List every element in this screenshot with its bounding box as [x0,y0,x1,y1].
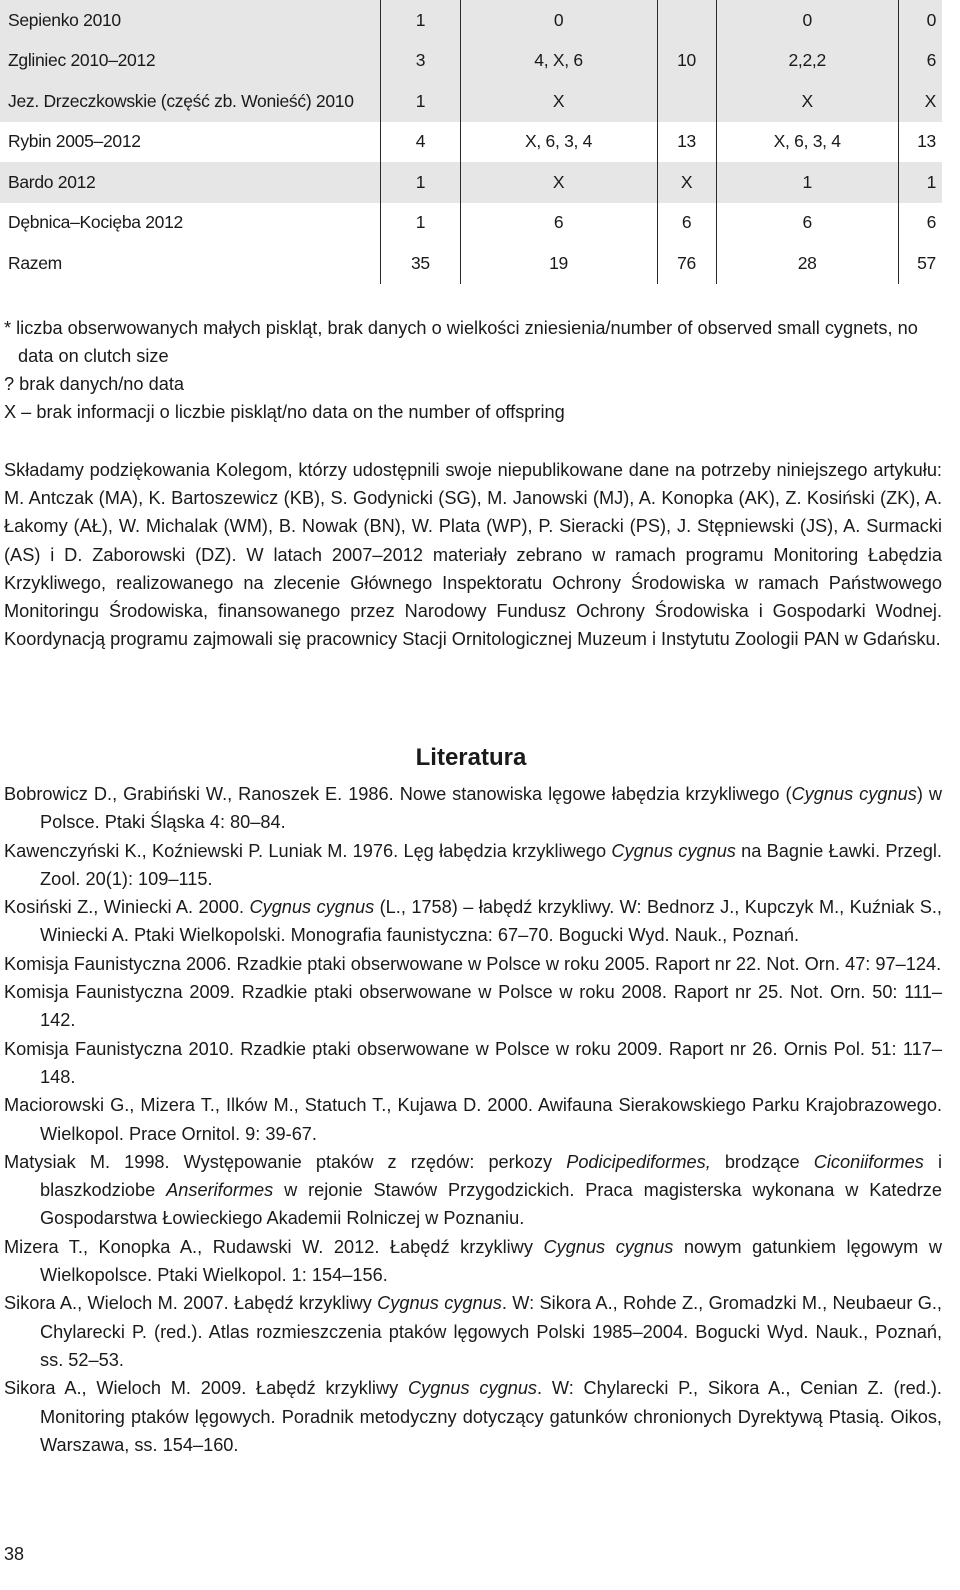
reference-taxon: Cygnus cygnus [407,1378,538,1399]
table-cell: X [898,81,942,122]
reference-text: Komisja Faunistyczna 2006. Rzadkie ptaki obserwowane w Polsce w roku 2005. Raport nr 22. Not. Orn. 47: 97–124. [4,953,942,974]
acknowledgement-paragraph: Składamy podziękowania Kolegom, którzy udostępnili swoje niepublikowane dane na potrzeby niniejszego artykułu: M. Antczak (MA), K. Bartoszewicz (KB), S. Godynicki (SG), M. Janowski (MJ), A. Konopka (AK), Z. Kosiński (ZK), A. Łakomy (AŁ), W. Michalak (WM), B. Nowak (BN), W. Plata (WP), P. Sieracki (PS), J. Stępniewski (JS), A. Surmacki (AS) i D. Zaborowski (DZ). W latach 2007–2012 materiały zebrano w ramach programu Monitoring Łabędzia Krzykliwego, realizowanego na zlecenie Głównego Inspektoratu Ochrony Środowiska w ramach Państwowego Monitoringu Środowiska, finansowanego przez Narodowy Fundusz Ochrony Środowiska i Gospodarki Wodnej. Koordynacją programu zajmowali się pracownicy Stacji Ornitologicznej Muzeum i Instytutu Zoologii PAN w Gdańsku. [4,460,942,650]
table-cell: 35 [381,243,460,284]
page-number: 38 [4,1544,25,1564]
table-row [0,81,942,122]
table-body [0,0,942,284]
reference-taxon: Cygnus cygnus [377,1293,502,1314]
table-row [0,122,942,163]
table-cell: X [460,81,657,122]
table-cell: 3 [381,41,460,82]
table-cell: Jez. Drzeczkowskie (część zb. Wonieść) 2010 [0,81,381,122]
reference-text: Sikora A., Wieloch M. 2009. Łabędź krzykliwy [4,1378,408,1399]
table-cell: 6 [657,203,716,244]
reference-text: ) w Polsce. Ptaki Śląska 4: 80–84. [40,784,942,833]
reference-text: . W: Sikora A., Rohde Z., Gromadzki M., Neubaeur G., Chylarecki P. (red.). Atlas rozmieszczenia ptaków lęgowych Polski 1985–2004. Bogucki Wyd. Nauk., Poznań, ss. 52–53. [40,1293,942,1370]
table-cell: 6 [926,212,936,233]
reference-text: . W: Chylarecki P., Sikora A., Cenian Z. (red.). Monitoring ptaków lęgowych. Poradnik metodyczny dotyczący gatunków chronionych Dyrektywą Ptasią. Oikos, Warszawa, ss. 154–160. [40,1378,942,1455]
table-cell: Rybin 2005–2012 [0,122,381,163]
table-cell: Sepienko 2010 [0,0,381,41]
reference-text: w rejonie Stawów Przygodzickich. Praca magisterska wykonana w Katedrze Gospodarstwa Łowieckiego Akademii Rolniczej w Poznaniu. [40,1180,942,1229]
table-cell: 1 [381,0,460,41]
table-cell: 1 [716,162,898,203]
table-cell: 76 [657,243,716,284]
table-cell: X [716,81,898,122]
table-cell: 0 [460,0,657,41]
table-cell: X, 6, 3, 4 [716,122,898,163]
table-cell: 0 [898,0,942,41]
reference-item [4,780,942,837]
reference-item [4,837,942,894]
table-cell: X, 6, 3, 4 [460,122,657,163]
reference-text: i blaszkodziobe [40,1151,942,1201]
note-asterisk: * liczba obserwowanych małych piskląt, brak danych o wielkości zniesienia/number of observed small cygnets, no data on clutch size [4,318,918,366]
reference-text: Matysiak M. 1998. Występowanie ptaków z rzędów: perkozy [4,1151,567,1172]
table-cell: X [657,162,716,203]
table-cell: 1 [898,162,942,203]
reference-item [4,1289,942,1374]
reference-text: nowym gatunkiem lęgowym w Wielkopolsce. Ptaki Wielkopol. 1: 154–156. [40,1236,942,1286]
table-cell: 57 [917,252,936,273]
reference-text: Kawenczyński K., Koźniewski P. Luniak M. 1976. Lęg łabędzia krzykliwego [4,840,612,861]
table-cell: Razem [0,243,381,284]
reference-taxon: Anseriformes [166,1180,274,1201]
reference-text: Sikora A., Wieloch M. 2007. Łabędź krzykliwy [4,1293,378,1314]
table-cell: 2,2,2 [716,41,898,82]
table-row [0,162,942,203]
literature-heading: Literatura [415,744,527,771]
reference-taxon: Podicipediformes, [566,1151,711,1172]
reference-taxon: Cygnus cygnus [791,784,917,804]
note-question: ? brak danych/no data [4,374,184,394]
note-x: X – brak informacji o liczbie piskląt/no data on the number of offspring [4,402,565,422]
table-cell: 13 [917,131,936,152]
reference-item [4,893,942,950]
table-cell: 6 [460,203,657,244]
table-row [0,41,942,82]
table-cell: 1 [381,203,460,244]
reference-text: Mizera T., Konopka A., Rudawski W. 2012. Łabędź krzykliwy [4,1236,544,1257]
table-cell: 10 [657,41,716,82]
table-cell: 28 [716,243,898,284]
reference-item [4,1233,942,1290]
table-cell: Dębnica–Kocięba 2012 [0,203,381,244]
table-cell: 1 [381,162,460,203]
reference-text: Bobrowicz D., Grabiński W., Ranoszek E. 1986. Nowe stanowiska lęgowe łabędzia krzykliwego ( [4,784,792,804]
reference-taxon: Cygnus cygnus [249,897,375,918]
reference-item [4,1091,942,1148]
table-cell: 13 [657,122,716,163]
table-cell: 6 [898,41,942,82]
reference-item [4,1035,942,1092]
reference-list [4,780,942,1459]
reference-taxon: Cygnus cygnus [543,1236,674,1257]
reference-text: Komisja Faunistyczna 2010. Rzadkie ptaki obserwowane w Polsce w roku 2009. Raport nr 26. Ornis Pol. 51: 117–148. [4,1038,942,1087]
table-cell: Bardo 2012 [0,162,381,203]
table-cell: 0 [716,0,898,41]
reference-text: (L., 1758) – łabędź krzykliwy. W: Bednorz J., Kupczyk M., Kuźniak S., Winiecki A. Ptaki Wielkopolski. Monografia faunistyczna: 67–70. Bogucki Wyd. Nauk., Poznań. [40,897,942,946]
table-row [0,0,942,41]
reference-taxon: Cygnus cygnus [611,840,736,861]
table-cell: X [460,162,657,203]
reference-text: Komisja Faunistyczna 2009. Rzadkie ptaki obserwowane w Polsce w roku 2008. Raport nr 25. Not. Orn. 50: 111–142. [4,982,942,1031]
table-cell: 1 [381,81,460,122]
table-cell [657,81,716,122]
table-cell: 19 [460,243,657,284]
data-table [0,0,942,284]
reference-text: brodzące [710,1151,814,1172]
reference-text: na Bagnie Ławki. Przegl. Zool. 20(1): 109–115. [40,840,942,889]
table-cell: 4 [381,122,460,163]
reference-item [4,1148,942,1233]
reference-text: Kosiński Z., Winiecki A. 2000. [4,897,250,918]
reference-item [4,950,942,978]
reference-item [4,978,942,1035]
table-row [0,243,942,284]
table-cell: 6 [716,203,898,244]
table-cell: Zgliniec 2010–2012 [0,41,381,82]
reference-item [4,1374,942,1459]
reference-taxon: Ciconiiformes [813,1151,924,1172]
table-row [0,203,942,244]
table-notes [4,314,949,426]
reference-text: Maciorowski G., Mizera T., Ilków M., Statuch T., Kujawa D. 2000. Awifauna Sierakowskiego Parku Krajobrazowego. Wielkopol. Prace Ornitol. 9: 39-67. [4,1095,942,1144]
table-cell: 4, X, 6 [460,41,657,82]
table-cell [657,0,716,41]
